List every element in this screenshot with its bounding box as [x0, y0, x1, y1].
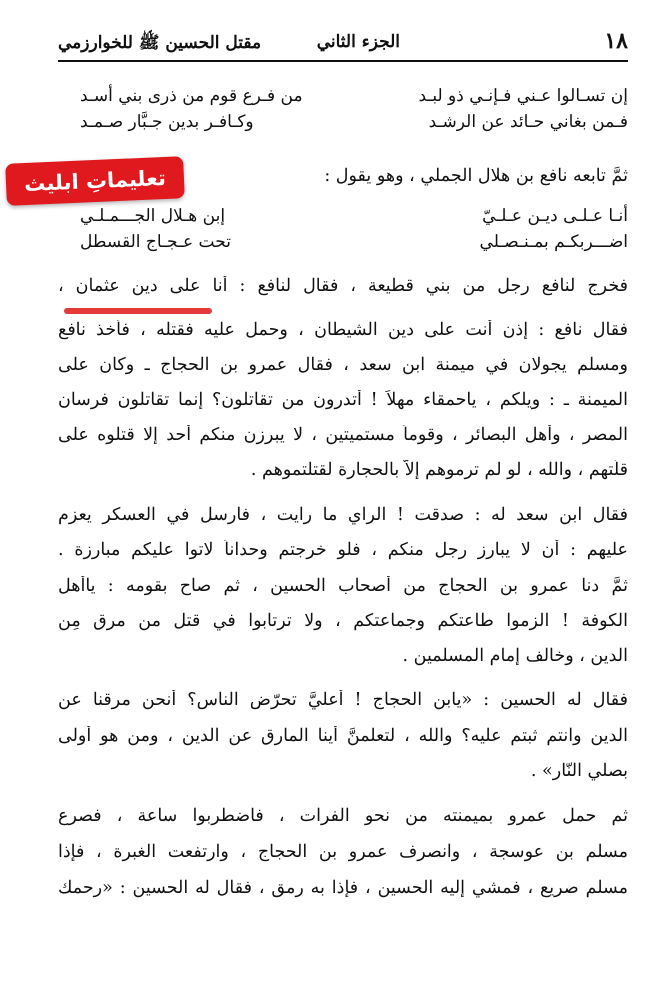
poem-verse: فـمن بغاني حـائد عن الرشـد	[428, 112, 628, 132]
text-line: بصلي النّار» .	[530, 761, 628, 781]
poem-first	[80, 86, 628, 132]
poem-verse: اضـــربكـم بمـنـصـلي	[479, 232, 628, 252]
poem-verse: تحت عـجـاج القسطل	[80, 232, 231, 252]
text-line: قلَّتهم ، والله ، لو لم ترموهم إلاَّ بالحجارة لقتلتموهم .	[250, 460, 628, 480]
poem-verse: وكـافـر بدين جـبَّار صـمـد	[80, 112, 254, 132]
highlight-underline	[64, 308, 212, 314]
watermark-stamp	[5, 156, 185, 206]
page-number: ١٨	[604, 28, 628, 54]
text-line: المصر ، وأهل البصائر ، وقوماً مستميتين ، لا يبرزن منكم أحد إلا قتلوه على	[58, 425, 628, 445]
poem-verse: أنـا عـلـى ديـن عـلـيّ	[482, 206, 628, 226]
text-line: فخرج لنافع رجل من بني قطيعة ، فقال لنافع : أنا على دين عثمان ،	[58, 276, 628, 296]
text-line: فقال نافع : إذن أنت على دين الشيطان ، وحمل عليه فقتله ، فأخذ نافع	[58, 320, 628, 340]
book-title: مقتل الحسين ﷺ للخوارزمي	[58, 33, 262, 53]
poem-second	[80, 206, 628, 252]
poem-verse: إن تسـالوا عـني فـإنـي ذو لبـد	[418, 86, 628, 106]
text-line: مسلم بن عوسجة ، وانصرف عمرو بن الحجاج ، وارتفعت الغبرة ، فإذا	[58, 842, 628, 862]
header-rule	[58, 60, 628, 62]
intro-line: ثمَّ تابعه نافع بن هلال الجملي ، وهو يقول :	[324, 166, 628, 186]
poem-verse: إبن هـلال الجـــمـلـي	[80, 206, 226, 226]
text-line: الدين ، وخالف إمام المسلمين .	[402, 646, 628, 666]
text-line: الميمنة ـ : ويلكم ، ياحمقاء مهلاً ! أتدرون من تقاتلون؟ إنما تقاتلون فرسان	[58, 390, 628, 410]
text-line: فقال ابن سعد له : صدقت ! الراي ما رايت ، فارسل في العسكر يعزم	[58, 505, 628, 525]
poem-verse: من فـرع قوم من ذرى بني أسـد	[80, 86, 303, 106]
text-line: ثمَّ دنا عمرو بن الحجاج من أصحاب الحسين ، ثم صاح بقومه : ياأهل	[58, 576, 628, 596]
text-line: الدين وانتم ثبتم عليه؟ والله ، لتعلمنَّ أينا المارق عنِ الدين ، ومن هو أولى	[58, 726, 628, 746]
text-line: الكوفة ! الزموا طاعتكم وجماعتكم ، ولا ترتابوا في قتل من مرق مِن	[58, 611, 628, 631]
text-line: ثم حمل عمرو بميمنته من نحو الفرات ، فاضطربوا ساعة ، فصرع	[58, 806, 628, 826]
part-title: الجزء الثاني	[316, 32, 400, 52]
text-line: عليهم : أن لا يبارز رجل منكم ، فلو خرجتم وحداناً لاتوا عليكم مبارزة .	[58, 540, 628, 560]
stamp-text: تعليماتِ ابليث	[23, 165, 167, 197]
page-header	[58, 28, 628, 58]
text-line: فقال له الحسين : «يابن الحجاج ! أعليَّ تحرّض الناس؟ أنحن مرقنا عن	[58, 690, 628, 710]
text-line: ومسلم يجولان في ميمنة ابن سعد ، فقال عمرو بن الحجاج ـ وكان على	[58, 355, 628, 375]
text-line: مسلم صريع ، فمشي إليه الحسين ، فإذا به رمق ، فقال له الحسين : «رحمك	[58, 878, 628, 898]
